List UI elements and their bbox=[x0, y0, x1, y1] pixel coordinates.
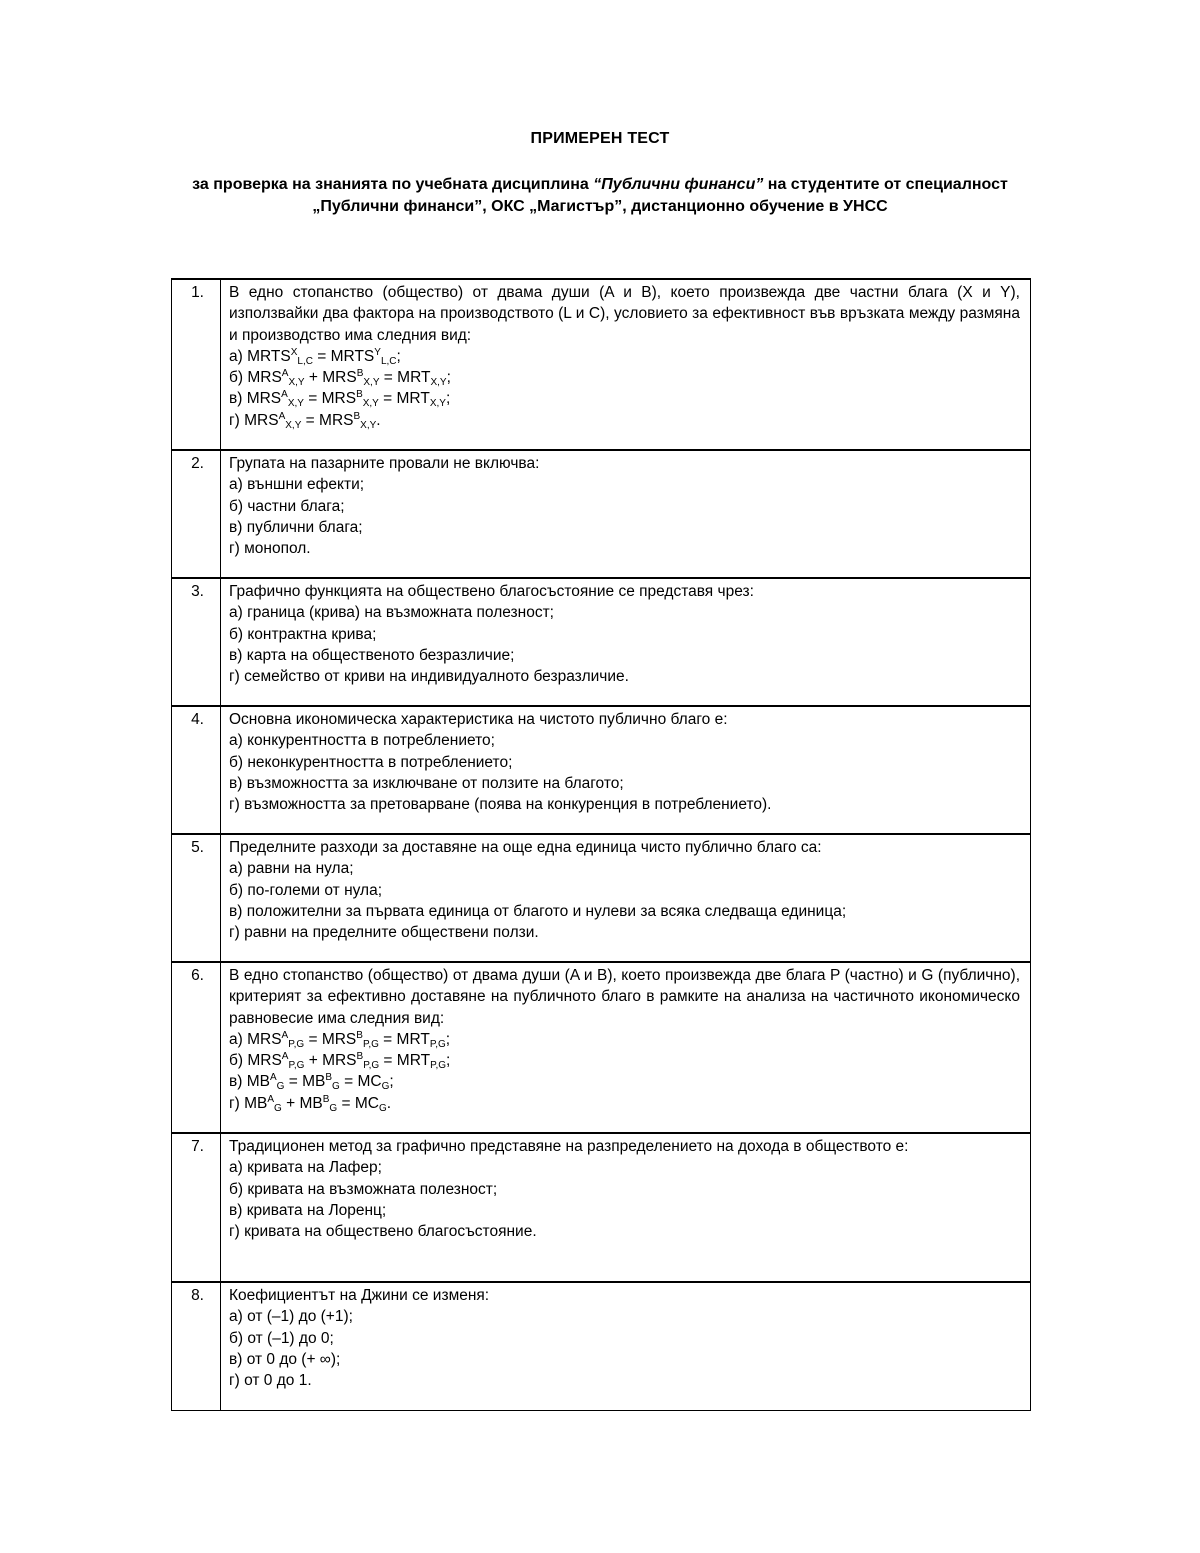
question-number: 7. bbox=[172, 1133, 221, 1282]
question-row bbox=[172, 962, 1031, 1133]
answer-option: в) $MB^A_G = MB^B_G = MC_G$; bbox=[229, 1072, 394, 1093]
subtitle-course-name: “Публични финанси” bbox=[593, 176, 764, 193]
answer-option: в) възможността за изключване от ползите на благото; bbox=[229, 774, 624, 792]
question-row bbox=[172, 1133, 1031, 1282]
answer-option: а) $MRS^A_{P,G} = MRS^B_{P,G} = MRT_{P,G}$; bbox=[229, 1029, 451, 1050]
answer-option: б) контрактна крива; bbox=[229, 625, 377, 643]
answer-option: в) кривата на Лоренц; bbox=[229, 1201, 387, 1219]
question-number: 4. bbox=[172, 706, 221, 834]
answer-option: б) по-големи от нула; bbox=[229, 881, 383, 899]
question-content bbox=[221, 1133, 1031, 1282]
answer-option: а) конкурентността в потреблението; bbox=[229, 732, 495, 750]
question-content bbox=[221, 578, 1031, 706]
answer-option: а) равни на нула; bbox=[229, 860, 354, 878]
question-text: Основна икономическа характеристика на чистото публично благо е: bbox=[229, 711, 728, 728]
answer-option: а) външни ефекти; bbox=[229, 476, 365, 494]
answer-option: в) карта на общественото безразличие; bbox=[229, 646, 515, 664]
answer-option: г) възможността за претоварване (поява на конкуренция в потреблението). bbox=[229, 796, 772, 814]
page-subtitle bbox=[150, 174, 1050, 218]
answer-option: г) равни на пределните обществени ползи. bbox=[229, 924, 539, 942]
question-text: В едно стопанство (общество) от двама души (A и B), което произвежда две блага P (частно) и G (публично), критерият за ефективно доставяне на публичното благо в рамките на анализа на частичното икономическо равновесие има следния вид: bbox=[229, 967, 1020, 1027]
answer-option: б) от (–1) до 0; bbox=[229, 1329, 334, 1347]
answer-option: а) кривата на Лафер; bbox=[229, 1159, 382, 1177]
answer-option: а) $MRTS^X_{L,C}$ = $MRTS^Y_{L,C}$; bbox=[229, 346, 401, 367]
question-number: 1. bbox=[172, 279, 221, 450]
answer-option: г) монопол. bbox=[229, 540, 311, 558]
subtitle-audience: на студентите от специалност „Публични финанси”, ОКС „Магистър”, дистанционно обучение в УНСС bbox=[312, 176, 1008, 215]
question-number: 5. bbox=[172, 834, 221, 962]
answer-option: в) положителни за първата единица от благото и нулеви за всяка следваща единица; bbox=[229, 902, 847, 920]
question-row bbox=[172, 834, 1031, 962]
answer-option: в) от 0 до (+ ∞); bbox=[229, 1350, 341, 1368]
answer-option: в) $MRS^A_{X,Y} = MRS^B_{X,Y} = MRT_{X,Y}$; bbox=[229, 389, 451, 410]
question-content bbox=[221, 279, 1031, 450]
answer-option: б) $MRS^A_{P,G} + MRS^B_{P,G} = MRT_{P,G}$; bbox=[229, 1051, 451, 1072]
answer-option: а) от (–1) до (+1); bbox=[229, 1308, 353, 1326]
answer-option: в) публични блага; bbox=[229, 518, 363, 536]
question-number: 8. bbox=[172, 1282, 221, 1410]
question-content bbox=[221, 962, 1031, 1133]
answer-option: г) $MRS^A_{X,Y} = MRS^B_{X,Y}$. bbox=[229, 410, 381, 431]
question-text: Традиционен метод за графично представяне на разпределението на дохода в обществото е: bbox=[229, 1138, 909, 1155]
question-row bbox=[172, 578, 1031, 706]
question-content bbox=[221, 834, 1031, 962]
question-content bbox=[221, 1282, 1031, 1410]
answer-option: б) $MRS^A_{X,Y} + MRS^B_{X,Y} = MRT_{X,Y}$; bbox=[229, 368, 451, 389]
answer-option: г) $MB^A_G + MB^B_G = MC_G$. bbox=[229, 1093, 392, 1114]
subtitle-intro: за проверка на знанията по учебната дисциплина bbox=[192, 176, 594, 193]
answer-option: б) частни блага; bbox=[229, 497, 345, 515]
question-row bbox=[172, 706, 1031, 834]
question-number: 3. bbox=[172, 578, 221, 706]
answer-option: б) кривата на възможната полезност; bbox=[229, 1180, 498, 1198]
page-title: ПРИМЕРЕН ТЕСТ bbox=[530, 130, 670, 147]
answer-option: а) граница (крива) на възможната полезност; bbox=[229, 604, 554, 622]
question-content bbox=[221, 706, 1031, 834]
question-text: Коефициентът на Джини се изменя: bbox=[229, 1287, 490, 1304]
question-number: 2. bbox=[172, 450, 221, 578]
question-row bbox=[172, 1282, 1031, 1410]
questions-table bbox=[171, 278, 1031, 1411]
question-number: 6. bbox=[172, 962, 221, 1133]
question-text: В едно стопанство (общество) от двама души (A и B), което произвежда две частни блага (X и Y), използвайки два фактора на производството (L и C), условието за ефективност във връзката между размяна и производство има следния вид: bbox=[229, 284, 1020, 344]
question-row bbox=[172, 450, 1031, 578]
answer-option: г) семейство от криви на индивидуалното безразличие. bbox=[229, 668, 629, 686]
question-row bbox=[172, 279, 1031, 450]
answer-option: г) от 0 до 1. bbox=[229, 1372, 312, 1390]
answer-option: б) неконкурентността в потреблението; bbox=[229, 753, 513, 771]
question-text: Групата на пазарните провали не включва: bbox=[229, 455, 540, 472]
question-text: Графично функцията на обществено благосъстояние се представя чрез: bbox=[229, 583, 754, 600]
answer-option: г) кривата на обществено благосъстояние. bbox=[229, 1223, 537, 1241]
question-text: Пределните разходи за доставяне на още една единица чисто публично благо са: bbox=[229, 839, 822, 856]
question-content bbox=[221, 450, 1031, 578]
